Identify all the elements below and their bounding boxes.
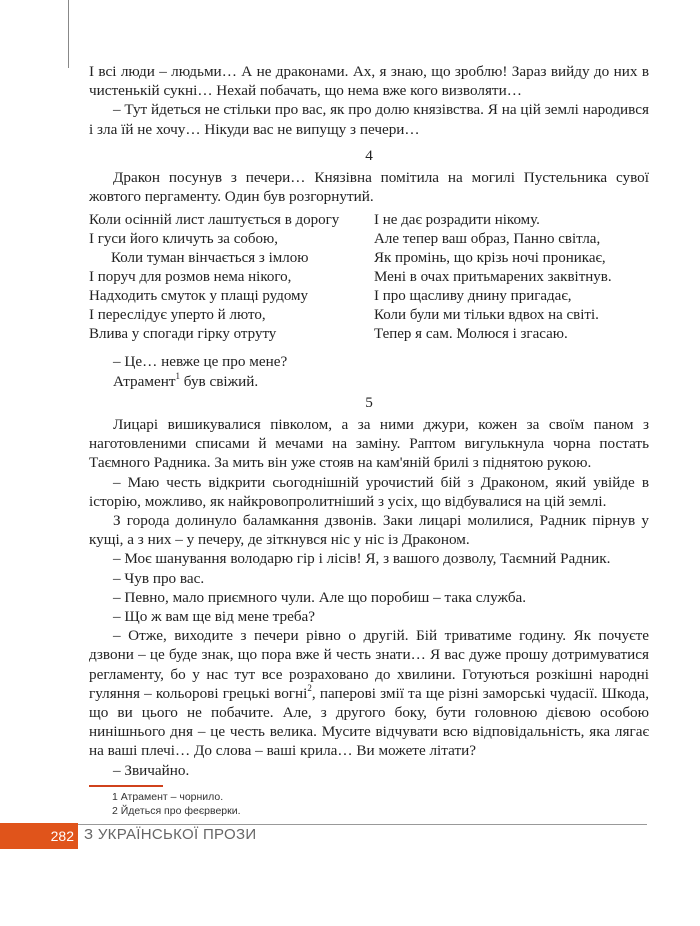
- running-section-title: З УКРАЇНСЬКОЇ ПРОЗИ: [84, 826, 257, 843]
- footnote: 1 Атрамент – чорнило.: [112, 791, 224, 803]
- section-number: 4: [365, 146, 373, 164]
- paragraph: – Це… невже це про мене?: [113, 353, 288, 371]
- paragraph: – Звичайно.: [113, 761, 190, 779]
- poem-line: Коли осінній лист лаштується в дорогу: [89, 212, 340, 229]
- poem-line: Коли були ми тільки вдвох на світі.: [374, 307, 599, 324]
- paragraph: – Маю честь відкрити сьогоднішній урочистий бій з Драконом, який увійде в історію, можливо, як найкровопролитніший з усіх, що відбувалися на цій землі.: [89, 473, 649, 510]
- paragraph: І всі люди – людьми… А не драконами. Ах, я знаю, що зроблю! Зараз вийду до них в чистенькій сукні… Нехай побачать, що нема вже кого визволяти…: [89, 63, 649, 100]
- margin-rule: [68, 0, 69, 68]
- footnote-ref: 2: [307, 682, 312, 693]
- section-number: 5: [365, 393, 373, 411]
- paragraph: – Тут йдеться не стільки про вас, як про долю князівства. Я на цій землі народився і зла їй не хочу… Нікуди вас не випущу з печери…: [89, 101, 649, 138]
- text-run: – Отже, виходите з печери рівно о другій. Бій триватиме годину. Як почуєте дзвони – це буде знак, що пора вже й честь знати… Я вас дуже прошу дотримуватися регламенту, бо у нас тут все розраховано до хвилини. Готуються розкішні народні гуляння – кольорові грецькі вогні: [89, 627, 649, 702]
- poem-line: Як промінь, що крізь ночі проникає,: [374, 250, 606, 267]
- page-number: 282: [50, 828, 74, 844]
- poem-line: Тепер я сам. Молюся і згасаю.: [374, 326, 568, 343]
- footnote-ref: 1: [175, 370, 180, 381]
- footnote-divider: [89, 785, 163, 787]
- poem: [89, 211, 649, 344]
- poem-line: І гуси його кличуть за собою,: [89, 231, 278, 248]
- poem-line: Коли туман вінчається з імлою: [111, 250, 309, 267]
- paragraph: З города долинуло баламкання дзвонів. Заки лицарі молилися, Радник пірнув у кущі, а з них – у печеру, де зіткнувся ніс у ніс із Драконом.: [89, 512, 649, 549]
- paragraph: [89, 372, 649, 391]
- body-text: [89, 62, 649, 780]
- paragraph: [89, 626, 649, 760]
- poem-column-right: [374, 211, 634, 344]
- poem-line: Влива у спогади гірку отруту: [89, 326, 277, 343]
- poem-line: Мені в очах притьмарених заквітнув.: [374, 269, 612, 286]
- footer-rule: [78, 824, 647, 825]
- text-run: був свіжий.: [180, 372, 259, 390]
- poem-column-left: [89, 211, 374, 344]
- paragraph: – Певно, мало приємного чули. Але що поробиш – така служба.: [113, 588, 527, 606]
- text-run: Атрамент: [113, 372, 176, 390]
- poem-line: І поруч для розмов нема нікого,: [89, 269, 292, 286]
- paragraph: Дракон посунув з печери… Князівна помітила на могилі Пустельника сувої жовтого пергаменту. Один був розгорнутий.: [89, 169, 649, 206]
- text-run: , паперові змії та ще різні заморські чудасії. Шкода, що ви цього не побачите. Але, з другого боку, бути головною дієвою особою нинішнього дня – це честь велика. Мусите відчувати всю відповідальність, яка лягає на ваші плечі… До слова – ваші крила… Ви можете літати?: [89, 684, 650, 760]
- poem-line: Надходить смуток у плащі рудому: [89, 288, 309, 305]
- paragraph: – Чув про вас.: [113, 569, 205, 587]
- poem-line: І про щасливу днину пригадає,: [374, 288, 572, 305]
- footnote: 2 Йдеться про феєрверки.: [112, 805, 241, 817]
- poem-line: Але тепер ваш образ, Панно світла,: [374, 231, 601, 248]
- poem-line: І не дає розрадити нікому.: [374, 212, 540, 229]
- paragraph: – Що ж вам ще від мене треба?: [113, 608, 316, 626]
- poem-line: І переслідує уперто й люто,: [89, 307, 266, 324]
- paragraph: Лицарі вишикувалися півколом, а за ними джури, кожен за своїм паном з наготовленими списами й мечами на заміну. Раптом вигулькнула чорна постать Таємного Радника. За мить він уже стояв на кам'яній брилі з піднятою рукою.: [89, 416, 649, 472]
- paragraph: – Моє шанування володарю гір і лісів! Я, з вашого дозволу, Таємний Радник.: [113, 550, 611, 568]
